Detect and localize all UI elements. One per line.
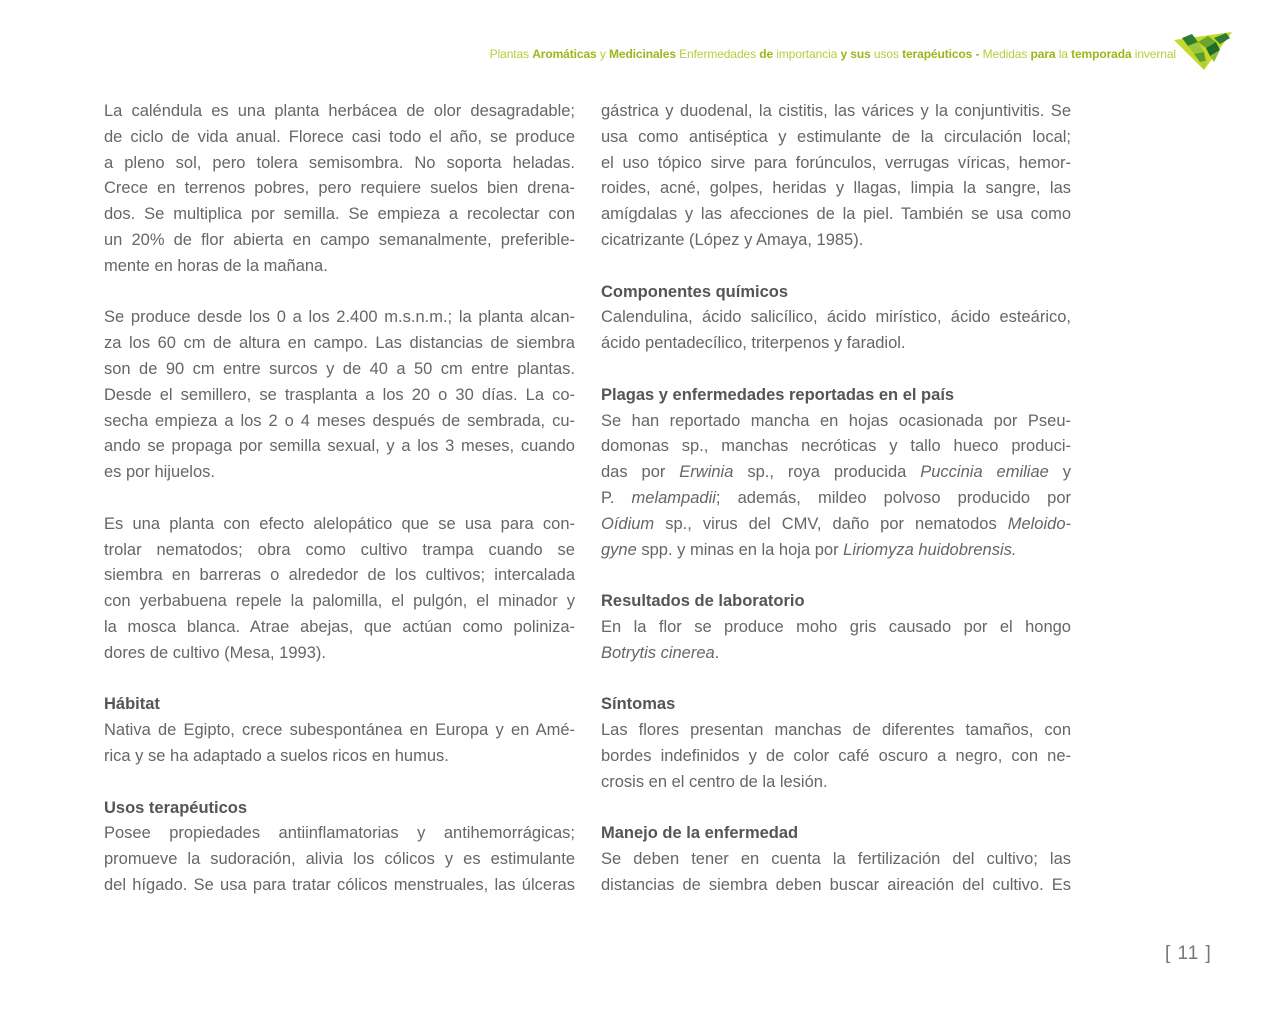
text-segment: sp., roya producida [733,463,921,482]
header-segment: y [596,47,609,61]
text-line: el uso tópico sirve para forúnculos, verrugas víricas, hemor- [601,153,1071,172]
header-segment: Medicinales [608,47,676,61]
text-line [601,512,1071,538]
paragraph [104,305,575,486]
section-heading: Manejo de la enfermedad [601,824,799,843]
text-line: ando se propaga por semilla sexual, y a los 3 meses, cuando [104,437,575,456]
section [601,280,1071,357]
text-segment: das por [601,463,680,482]
text-line: usa como antiséptica y estimulante de la circulación local; [601,127,1071,146]
text-line: Las flores presentan manchas de diferentes tamaños, con [601,721,1071,740]
text-line: siembra en barreras o alrededor de los cultivos; intercalada [104,566,575,585]
text-line: secha empieza a los 2 o 4 meses después de sembrada, cu- [104,411,575,430]
italic-term: Erwinia [679,463,734,482]
paragraph [104,99,575,280]
section [601,692,1071,795]
text-line: bordes indefinidos y de color café oscuro a negro, con ne- [601,746,1071,765]
text-line: Crece en terrenos pobres, pero requiere suelos bien drena- [104,179,575,198]
text-line [601,460,1071,486]
text-line: es por hijuelos. [104,463,215,482]
text-line: cicatrizante (López y Amaya, 1985). [601,230,864,249]
text-line: mente en horas de la mañana. [104,256,328,275]
text-line: un 20% de flor abierta en campo semanalmente, preferible- [104,230,575,249]
section [104,692,575,769]
header-segment: Aromáticas [532,47,597,61]
header-segment: Medidas [979,47,1031,61]
italic-term: Oídium [601,514,655,533]
header-segment: Plantas [489,47,533,61]
section [104,796,575,899]
italic-term: gyne [601,540,637,559]
paragraph [601,99,1071,254]
text-line [601,486,1071,512]
text-line: Se produce desde los 0 a los 2.400 m.s.n.m.; la planta alcan- [104,308,575,327]
text-line: promueve la sudoración, alivia los cólicos y es estimulante [104,850,575,869]
page-number: [ 11 ] [1165,943,1212,964]
text-line: amígdalas y las afecciones de la piel. También se usa como [601,205,1071,224]
text-line: rica y se ha adaptado a suelos ricos en humus. [104,746,449,765]
italic-term: Meloido- [1007,514,1071,533]
section-heading: Plagas y enfermedades reportadas en el país [601,385,955,404]
section-heading: Hábitat [104,695,160,714]
italic-term: melampadii [631,488,716,507]
text-line: En la flor se produce moho gris causado por el hongo [601,617,1071,636]
text-line: la mosca blanca. Atrae abejas, que actúan como poliniza- [104,617,575,636]
header-segment: y sus [840,47,871,61]
paragraph [104,512,575,667]
italic-term: Liriomyza huidobrensis. [843,540,1017,559]
text-segment: y [1048,463,1071,482]
section [601,821,1071,898]
text-line: Es una planta con efecto alelopático que se usa para con- [104,514,575,533]
text-line: ácido pentadecílico, triterpenos y faradiol. [601,334,906,353]
text-line [601,538,1071,564]
text-line: gástrica y duodenal, la cistitis, las várices y la conjuntivitis. Se [601,102,1071,120]
logo-icon [1174,32,1232,70]
text-line: dos. Se multiplica por semilla. Se empieza a recolectar con [104,205,575,224]
italic-term: Puccinia emiliae [920,463,1049,482]
text-line: La caléndula es una planta herbácea de olor desagradable; [104,102,575,120]
header-segment: Enfermedades [675,47,760,61]
text-line: dores de cultivo (Mesa, 1993). [104,643,326,662]
running-header [490,47,1176,61]
text-line: trolar nematodos; obra como cultivo trampa cuando se [104,540,575,559]
header-segment: importancia [773,47,841,61]
italic-term: Botrytis cinerea [601,643,715,662]
text-line: a pleno sol, pero tolera semisombra. No soporta heladas. [104,153,575,172]
header-segment: la [1055,47,1072,61]
text-segment: P. [601,488,632,507]
text-line: de ciclo de vida anual. Florece casi todo el año, se produce [104,127,575,146]
text-line: Calendulina, ácido salicílico, ácido mirístico, ácido esteárico, [601,308,1071,327]
header-segment: temporada [1071,47,1132,61]
section [601,589,1071,666]
text-line: del hígado. Se usa para tratar cólicos menstruales, las úlceras [104,875,575,894]
text-line: Nativa de Egipto, crece subespontánea en Europa y en Amé- [104,721,575,740]
right-column [601,99,1071,925]
text-segment: . [714,643,720,662]
text-line: crosis en el centro de la lesión. [601,772,828,791]
text-line: Se han reportado mancha en hojas ocasionada por Pseu- [601,411,1071,430]
text-segment: spp. y minas en la hoja por [636,540,844,559]
section-heading: Síntomas [601,695,676,714]
text-line: Desde el semillero, se trasplanta a los 20 o 30 días. La co- [104,385,575,404]
section-heading: Usos terapéuticos [104,798,248,817]
text-line: domonas sp., manchas necróticas y tallo hueco produci- [601,437,1071,456]
left-column [104,99,575,925]
text-line: distancias de siembra deben buscar aireación del cultivo. Es [601,875,1071,894]
text-segment: sp., virus del CMV, daño por nematodos [654,514,1008,533]
section-heading: Resultados de laboratorio [601,592,805,611]
section [601,383,1071,564]
text-line: con yerbabuena repele la palomilla, el pulgón, el minador y [104,592,575,611]
text-line: son de 90 cm entre surcos y de 40 a 50 cm entre plantas. [104,359,575,378]
text-line: Posee propiedades antiinflamatorias y antihemorrágicas; [104,824,575,843]
header-segment: para [1030,47,1056,61]
header-segment: de [759,47,774,61]
header-segment: terapéuticos - [902,47,980,61]
text-line [601,641,1071,667]
text-line: roides, acné, golpes, heridas y llagas, limpia la sangre, las [601,179,1071,198]
text-line: Se deben tener en cuenta la fertilización del cultivo; las [601,850,1071,869]
header-segment: usos [870,47,903,61]
text-line: za los 60 cm de altura en campo. Las distancias de siembra [104,334,575,353]
section-heading: Componentes químicos [601,282,789,301]
text-segment: ; además, mildeo polvoso producido por [715,488,1071,507]
header-segment: invernal [1131,47,1176,61]
